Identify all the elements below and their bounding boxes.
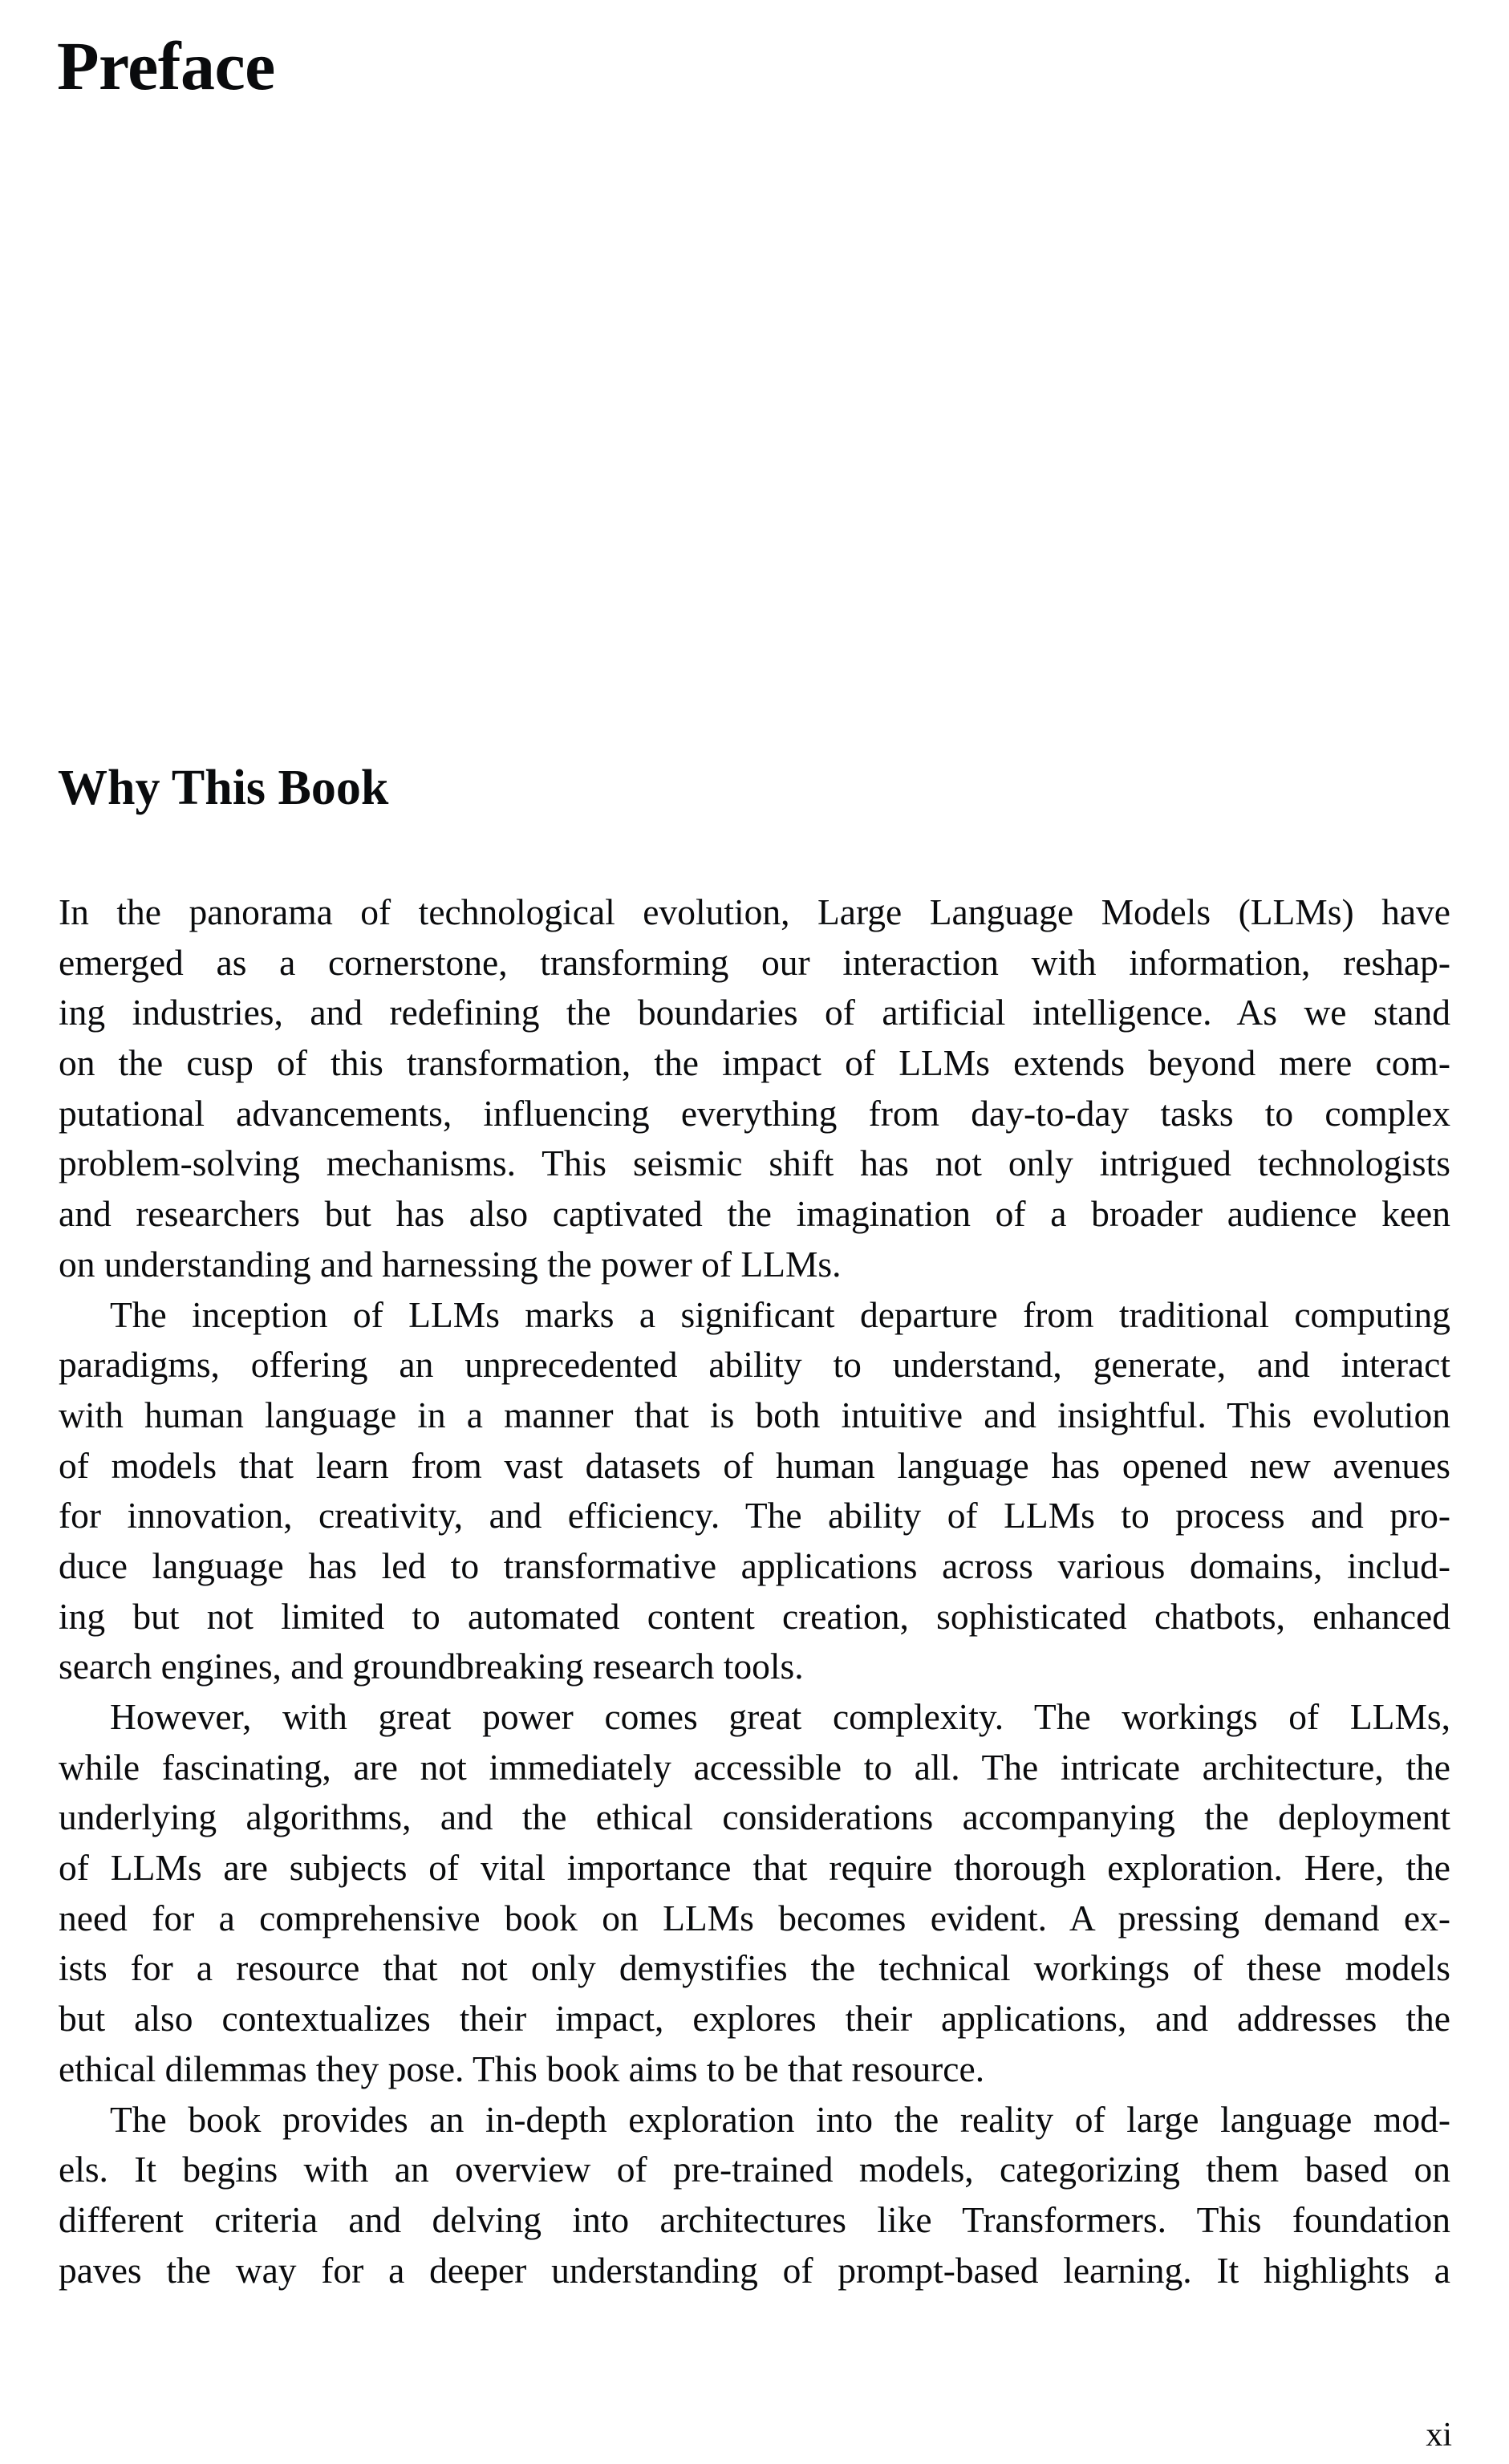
text-line: and researchers but has also captivated the imagination of a broader audience keen bbox=[59, 1193, 1450, 1235]
text-line: of models that learn from vast datasets of human language has opened new avenues bbox=[59, 1444, 1450, 1486]
text-line: paves the way for a deeper understanding of prompt-based learning. It highlights a bbox=[59, 2249, 1450, 2291]
text-line: However, with great power comes great complexity. The workings of LLMs, bbox=[110, 1696, 1450, 1737]
text-line: emerged as a cornerstone, transforming our interaction with information, reshap- bbox=[59, 941, 1450, 983]
text-line: with human language in a manner that is both intuitive and insightful. This evolution bbox=[59, 1394, 1450, 1435]
body-text bbox=[59, 887, 1450, 2296]
text-line: ing industries, and redefining the boundaries of artificial intelligence. As we stand bbox=[59, 992, 1450, 1033]
text-line: In the panorama of technological evolution, Large Language Models (LLMs) have bbox=[59, 891, 1450, 932]
paragraph bbox=[59, 2095, 1450, 2296]
text-line: ing but not limited to automated content creation, sophisticated chatbots, enhanced bbox=[59, 1595, 1450, 1637]
text-line: The inception of LLMs marks a significant departure from traditional computing bbox=[110, 1293, 1450, 1335]
text-line: on understanding and harnessing the power of LLMs. bbox=[59, 1243, 842, 1285]
chapter-title: Preface bbox=[57, 27, 275, 104]
paragraph bbox=[59, 1692, 1450, 2095]
text-line: problem-solving mechanisms. This seismic shift has not only intrigued technologists bbox=[59, 1143, 1450, 1184]
text-line: but also contextualizes their impact, explores their applications, and addresses the bbox=[59, 1998, 1450, 2040]
page-number: xi bbox=[1426, 2417, 1452, 2454]
paragraph bbox=[59, 1290, 1450, 1693]
text-line: The book provides an in-depth exploration into the reality of large language mod- bbox=[110, 2098, 1450, 2140]
text-line: paradigms, offering an unprecedented ability to understand, generate, and interact bbox=[59, 1344, 1450, 1386]
section-heading: Why This Book bbox=[58, 761, 389, 815]
paragraph bbox=[59, 887, 1450, 1290]
text-line: duce language has led to transformative applications across various domains, includ- bbox=[59, 1545, 1450, 1586]
text-line: underlying algorithms, and the ethical considerations accompanying the deployment bbox=[59, 1796, 1450, 1838]
text-line: for innovation, creativity, and efficiency. The ability of LLMs to process and pro- bbox=[59, 1495, 1450, 1536]
text-line: different criteria and delving into architectures like Transformers. This foundation bbox=[59, 2198, 1450, 2240]
text-line: ists for a resource that not only demystifies the technical workings of these models bbox=[59, 1947, 1450, 1989]
text-line: ethical dilemmas they pose. This book aims to be that resource. bbox=[59, 2048, 985, 2089]
text-line: need for a comprehensive book on LLMs becomes evident. A pressing demand ex- bbox=[59, 1897, 1450, 1938]
text-line: while fascinating, are not immediately accessible to all. The intricate architecture, the bbox=[59, 1746, 1450, 1788]
text-line: search engines, and groundbreaking research tools. bbox=[59, 1646, 804, 1687]
text-line: of LLMs are subjects of vital importance that require thorough exploration. Here, the bbox=[59, 1847, 1450, 1889]
text-line: putational advancements, influencing everything from day-to-day tasks to complex bbox=[59, 1092, 1450, 1134]
text-line: on the cusp of this transformation, the impact of LLMs extends beyond mere com- bbox=[59, 1042, 1450, 1084]
text-line: els. It begins with an overview of pre-trained models, categorizing them based on bbox=[59, 2149, 1450, 2190]
